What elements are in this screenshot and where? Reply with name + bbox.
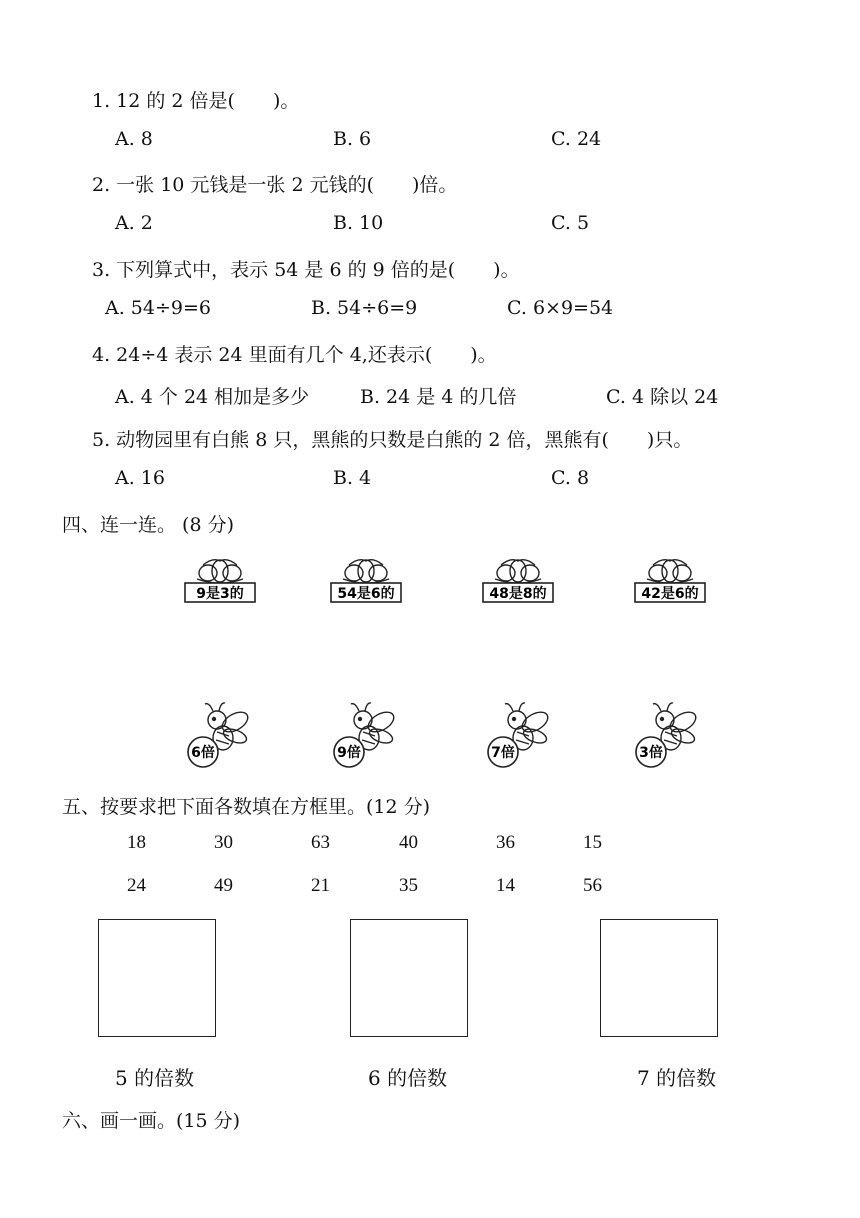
- number-item: 49: [214, 875, 233, 896]
- q5-option-b: B. 4: [333, 467, 372, 489]
- bee-icon: [183, 700, 255, 770]
- number-item: 35: [399, 875, 418, 896]
- flower-label: 48是8的: [489, 586, 547, 602]
- box-label-6: 6 的倍数: [368, 1066, 448, 1090]
- question-4: 4. 24÷4 表示 24 里面有几个 4,还表示( )。: [92, 344, 497, 366]
- section-5-title: 五、按要求把下面各数填在方框里。(12 分): [62, 796, 431, 818]
- number-item: 30: [214, 832, 233, 853]
- q1-option-a: A. 8: [115, 128, 153, 150]
- box-label-5: 5 的倍数: [115, 1066, 195, 1090]
- bee-card-2: [329, 700, 401, 774]
- number-item: 40: [399, 832, 418, 853]
- question-1: 1. 12 的 2 倍是( )。: [92, 90, 300, 112]
- q2-option-c: C. 5: [551, 212, 590, 234]
- bee-label: 9倍: [337, 745, 361, 761]
- q1-option-b: B. 6: [333, 128, 372, 150]
- flower-card-2: [329, 553, 403, 609]
- number-item: 24: [127, 875, 146, 896]
- answer-box-5[interactable]: [98, 919, 216, 1037]
- q4-option-b: B. 24 是 4 的几倍: [360, 386, 517, 408]
- number-item: 18: [127, 832, 146, 853]
- q2-option-a: A. 2: [115, 212, 153, 234]
- lotus-flower-icon: [329, 553, 403, 605]
- flower-label: 42是6的: [641, 586, 699, 602]
- bee-label: 7倍: [491, 745, 515, 761]
- flower-label: 54是6的: [337, 586, 395, 602]
- section-6-title: 六、画一画。(15 分): [62, 1110, 241, 1132]
- flower-card-3: [481, 553, 555, 609]
- question-2: 2. 一张 10 元钱是一张 2 元钱的( )倍。: [92, 174, 458, 196]
- question-5: 5. 动物园里有白熊 8 只，黑熊的只数是白熊的 2 倍，黑熊有( )只。: [92, 429, 693, 451]
- lotus-flower-icon: [481, 553, 555, 605]
- bee-card-1: [183, 700, 255, 774]
- bee-icon: [329, 700, 401, 770]
- q3-option-a: A. 54÷9=6: [105, 297, 211, 319]
- number-item: 63: [311, 832, 330, 853]
- bee-icon: [631, 700, 703, 770]
- lotus-flower-icon: [633, 553, 707, 605]
- answer-box-6[interactable]: [350, 919, 468, 1037]
- box-label-7: 7 的倍数: [637, 1066, 717, 1090]
- flower-card-4: [633, 553, 707, 609]
- number-item: 14: [496, 875, 515, 896]
- flower-card-1: [183, 553, 257, 609]
- number-item: 56: [583, 875, 602, 896]
- bee-card-3: [483, 700, 555, 774]
- flower-label: 9是3的: [196, 586, 244, 602]
- q3-option-c: C. 6×9=54: [507, 297, 614, 319]
- section-4-title: 四、连一连。 (8 分): [62, 514, 234, 536]
- q4-option-c: C. 4 除以 24: [606, 386, 719, 408]
- question-3: 3. 下列算式中，表示 54 是 6 的 9 倍的是( )。: [92, 259, 520, 281]
- number-item: 15: [583, 832, 602, 853]
- number-item: 21: [311, 875, 330, 896]
- number-item: 36: [496, 832, 515, 853]
- answer-box-7[interactable]: [600, 919, 718, 1037]
- bee-label: 6倍: [191, 745, 215, 761]
- bee-card-4: [631, 700, 703, 774]
- bee-icon: [483, 700, 555, 770]
- lotus-flower-icon: [183, 553, 257, 605]
- q4-option-a: A. 4 个 24 相加是多少: [115, 386, 310, 408]
- q2-option-b: B. 10: [333, 212, 384, 234]
- q3-option-b: B. 54÷6=9: [311, 297, 418, 319]
- q5-option-a: A. 16: [115, 467, 165, 489]
- q5-option-c: C. 8: [551, 467, 590, 489]
- q1-option-c: C. 24: [551, 128, 602, 150]
- bee-label: 3倍: [639, 745, 663, 761]
